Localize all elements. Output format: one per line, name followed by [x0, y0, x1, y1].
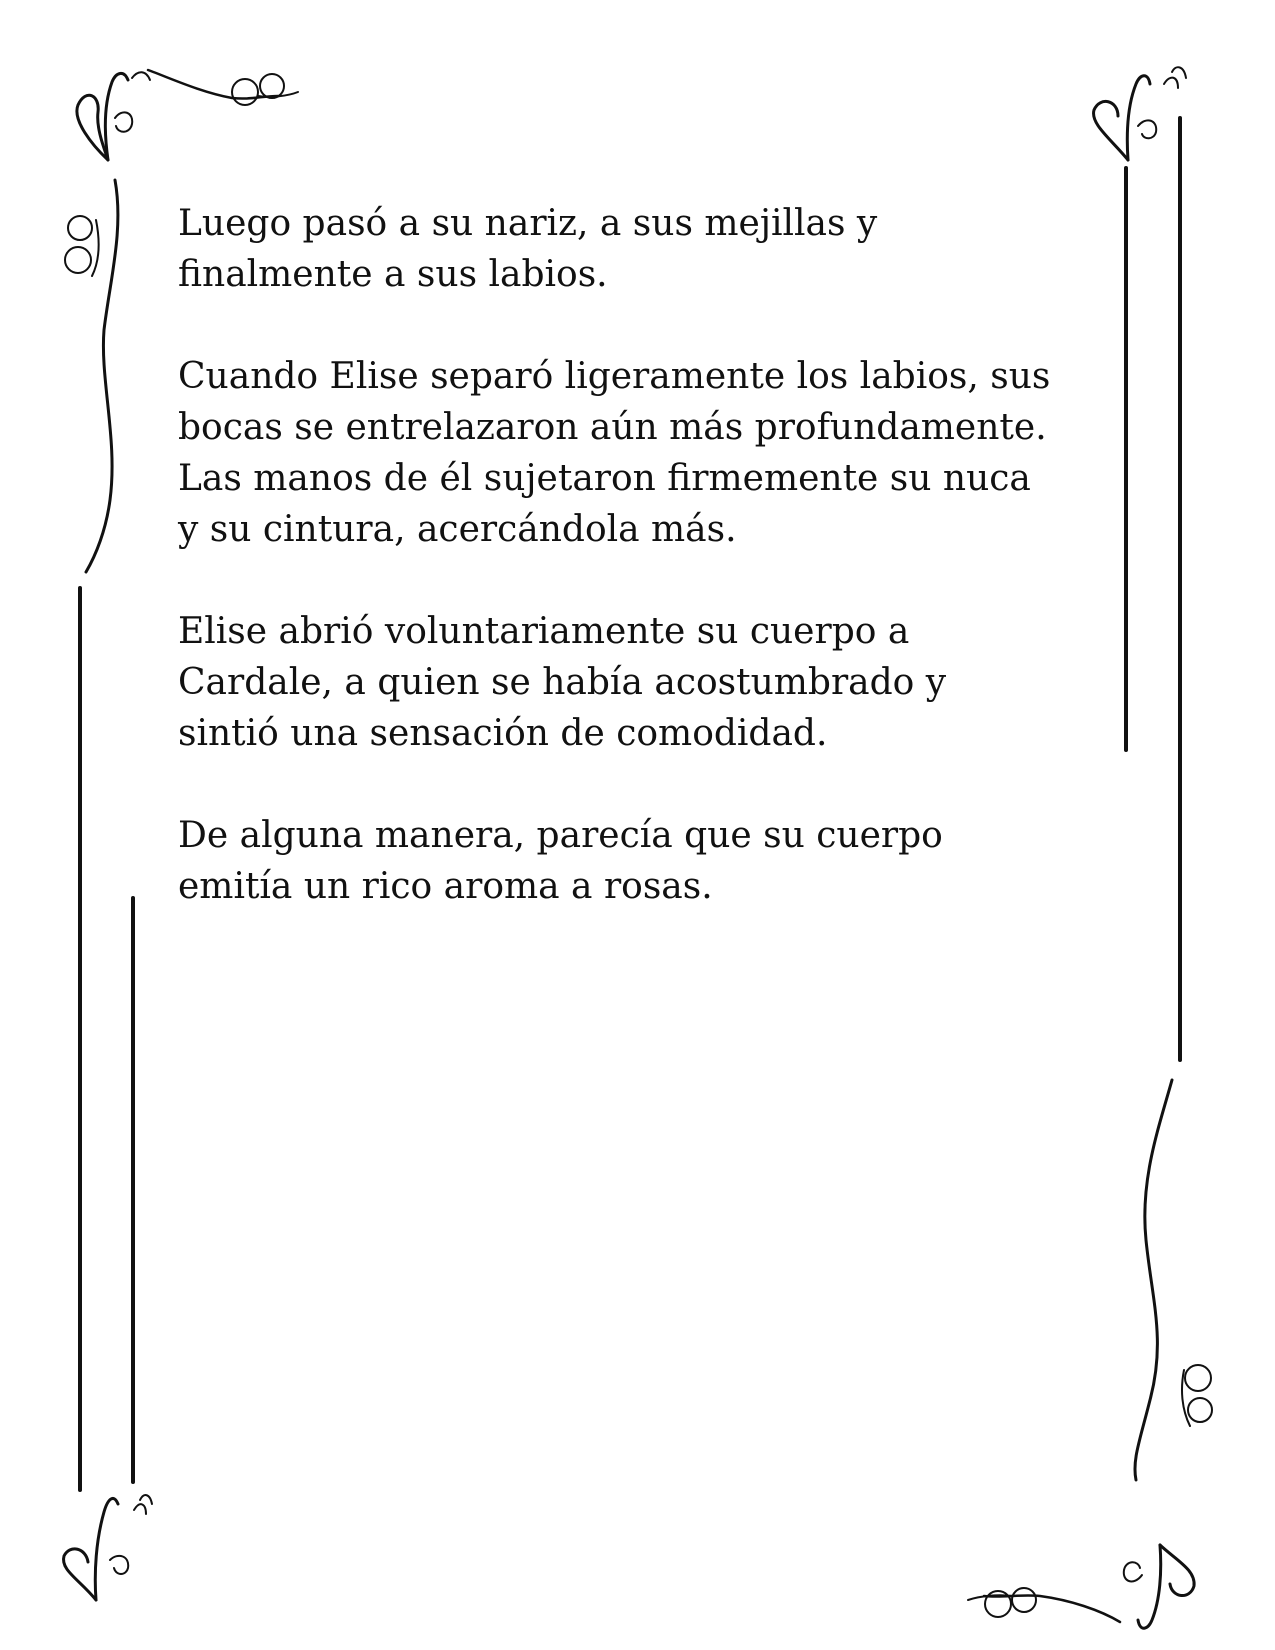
text-line: Las manos de él sujetaron firmemente su nuca	[178, 458, 1031, 499]
flourish-top-right	[1094, 67, 1186, 160]
text-line: Luego pasó a su nariz, a sus mejillas y	[178, 203, 878, 244]
text-line: emitía un rico aroma a rosas.	[178, 866, 713, 907]
text-line: Cuando Elise separó ligeramente los labios, sus	[178, 356, 1051, 397]
paragraph-4	[178, 810, 1108, 912]
flourish-bottom-right	[968, 1080, 1212, 1628]
body-text	[178, 198, 1108, 963]
paragraph-3	[178, 606, 1108, 759]
text-line: y su cintura, acercándola más.	[178, 509, 737, 550]
paragraph-2	[178, 351, 1108, 555]
text-line: De alguna manera, parecía que su cuerpo	[178, 815, 943, 856]
text-line: sintió una sensación de comodidad.	[178, 713, 828, 754]
text-line: finalmente a sus labios.	[178, 254, 608, 295]
text-line: Cardale, a quien se había acostumbrado y	[178, 662, 947, 703]
text-line: Elise abrió voluntariamente su cuerpo a	[178, 611, 910, 652]
text-line: bocas se entrelazaron aún más profundamente.	[178, 407, 1047, 448]
flourish-bottom-left	[63, 1495, 152, 1600]
paragraph-1	[178, 198, 1108, 300]
